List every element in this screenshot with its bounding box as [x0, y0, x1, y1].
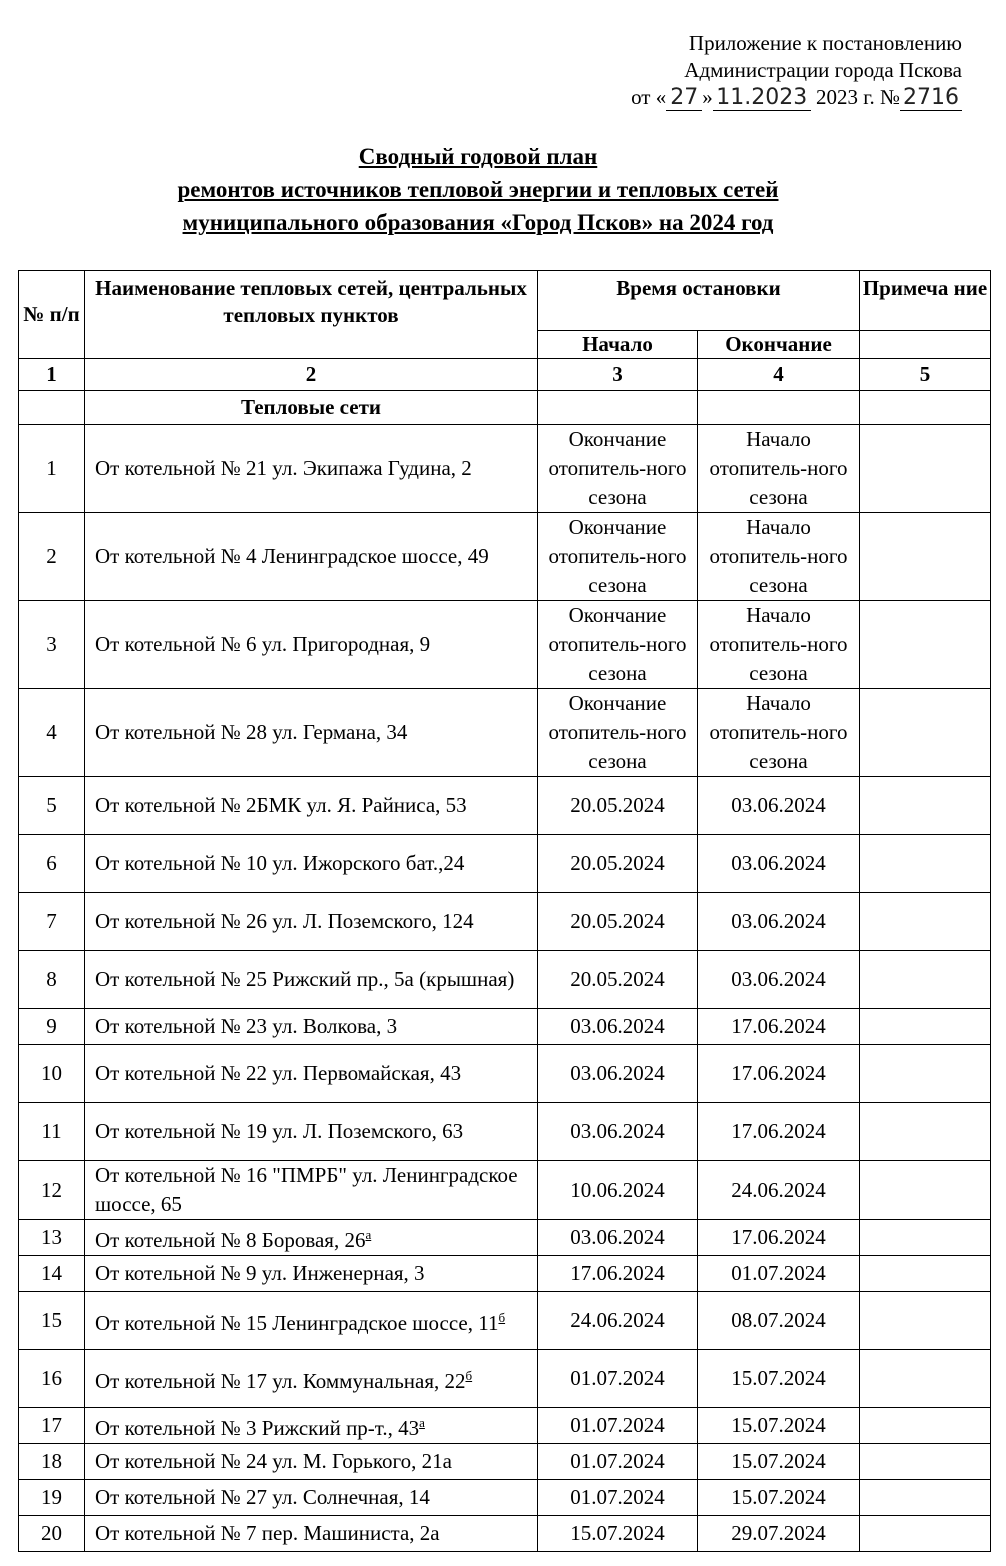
- row-end: 17.06.2024: [698, 1220, 860, 1256]
- row-number: 6: [19, 835, 85, 893]
- row-start: 20.05.2024: [538, 951, 698, 1009]
- table-row: [19, 425, 991, 513]
- row-note: [860, 1516, 991, 1552]
- row-number: 9: [19, 1009, 85, 1045]
- col-note-header: Примеча ние: [860, 271, 991, 331]
- footnote-mark: б: [498, 1310, 506, 1325]
- row-note: [860, 835, 991, 893]
- footnote-mark: б: [465, 1368, 473, 1383]
- row-start: 01.07.2024: [538, 1444, 698, 1480]
- row-end: 15.07.2024: [698, 1444, 860, 1480]
- row-start: 03.06.2024: [538, 1103, 698, 1161]
- col-index-5: 5: [860, 359, 991, 391]
- row-name: От котельной № 7 пер. Машиниста, 2а: [85, 1516, 538, 1552]
- row-end: 03.06.2024: [698, 777, 860, 835]
- table-row: [19, 1408, 991, 1444]
- row-end: 08.07.2024: [698, 1292, 860, 1350]
- appendix-header: [542, 30, 962, 111]
- row-name: От котельной № 25 Рижский пр., 5а (крышная): [85, 951, 538, 1009]
- section-label: Тепловые сети: [85, 391, 538, 425]
- row-number: 10: [19, 1045, 85, 1103]
- title-line-3: муниципального образования «Город Псков» на 2024 год: [182, 210, 774, 235]
- row-name: От котельной № 6 ул. Пригородная, 9: [85, 601, 538, 689]
- row-note: [860, 425, 991, 513]
- table-row: [19, 1444, 991, 1480]
- row-note: [860, 1220, 991, 1256]
- table-row: [19, 1480, 991, 1516]
- row-number: 13: [19, 1220, 85, 1256]
- table-row: [19, 689, 991, 777]
- row-note: [860, 893, 991, 951]
- footnote-mark: а: [365, 1227, 372, 1242]
- row-end: Начало отопитель-ного сезона: [698, 601, 860, 689]
- row-number: 15: [19, 1292, 85, 1350]
- row-end: 17.06.2024: [698, 1103, 860, 1161]
- row-name: От котельной № 9 ул. Инженерная, 3: [85, 1256, 538, 1292]
- row-note: [860, 777, 991, 835]
- row-name: От котельной № 2БМК ул. Я. Райниса, 53: [85, 777, 538, 835]
- row-number: 18: [19, 1444, 85, 1480]
- title-line-2: ремонтов источников тепловой энергии и тепловых сетей: [177, 177, 779, 202]
- row-end: 17.06.2024: [698, 1045, 860, 1103]
- row-start: 20.05.2024: [538, 893, 698, 951]
- row-start: 24.06.2024: [538, 1292, 698, 1350]
- row-end: 24.06.2024: [698, 1161, 860, 1220]
- row-start: 17.06.2024: [538, 1256, 698, 1292]
- row-note: [860, 951, 991, 1009]
- row-number: 11: [19, 1103, 85, 1161]
- row-start: 03.06.2024: [538, 1045, 698, 1103]
- row-start: Окончание отопитель-ного сезона: [538, 513, 698, 601]
- row-number: 7: [19, 893, 85, 951]
- row-number: 12: [19, 1161, 85, 1220]
- col-end-header: Окончание: [698, 331, 860, 359]
- row-number: 16: [19, 1350, 85, 1408]
- row-number: 3: [19, 601, 85, 689]
- row-start: Окончание отопитель-ного сезона: [538, 601, 698, 689]
- row-number: 1: [19, 425, 85, 513]
- row-start: 01.07.2024: [538, 1408, 698, 1444]
- handwritten-month: 11.2023: [713, 86, 811, 111]
- table-row: [19, 601, 991, 689]
- row-end: 15.07.2024: [698, 1408, 860, 1444]
- row-end: 15.07.2024: [698, 1350, 860, 1408]
- row-name: От котельной № 22 ул. Первомайская, 43: [85, 1045, 538, 1103]
- row-note: [860, 1256, 991, 1292]
- header-line-1: Приложение к постановлению: [688, 31, 962, 55]
- row-name: От котельной № 19 ул. Л. Поземского, 63: [85, 1103, 538, 1161]
- row-end: Начало отопитель-ного сезона: [698, 513, 860, 601]
- table-row: [19, 1292, 991, 1350]
- col-name-header: Наименование тепловых сетей, центральных тепловых пунктов: [85, 271, 538, 359]
- table-row: [19, 513, 991, 601]
- row-start: Окончание отопитель-ного сезона: [538, 425, 698, 513]
- table-row: [19, 1516, 991, 1552]
- row-name: От котельной № 21 ул. Экипажа Гудина, 2: [85, 425, 538, 513]
- row-note: [860, 1161, 991, 1220]
- row-number: 17: [19, 1408, 85, 1444]
- row-name: От котельной № 23 ул. Волкова, 3: [85, 1009, 538, 1045]
- col-index-4: 4: [698, 359, 860, 391]
- row-end: 03.06.2024: [698, 951, 860, 1009]
- row-start: 15.07.2024: [538, 1516, 698, 1552]
- row-note: [860, 1350, 991, 1408]
- col-start-header: Начало: [538, 331, 698, 359]
- row-start: 10.06.2024: [538, 1161, 698, 1220]
- title-line-1: Сводный годовой план: [358, 144, 598, 169]
- table-row: [19, 835, 991, 893]
- table-row: [19, 1045, 991, 1103]
- row-name: От котельной № 28 ул. Германа, 34: [85, 689, 538, 777]
- table-row: [19, 893, 991, 951]
- row-end: 17.06.2024: [698, 1009, 860, 1045]
- row-start: Окончание отопитель-ного сезона: [538, 689, 698, 777]
- row-start: 20.05.2024: [538, 835, 698, 893]
- table-row: [19, 1350, 991, 1408]
- header-line-2: Администрации города Пскова: [684, 58, 962, 82]
- row-end: Начало отопитель-ного сезона: [698, 425, 860, 513]
- col-index-1: 1: [19, 359, 85, 391]
- row-end: 29.07.2024: [698, 1516, 860, 1552]
- handwritten-day: 27: [666, 86, 702, 111]
- row-start: 20.05.2024: [538, 777, 698, 835]
- row-number: 4: [19, 689, 85, 777]
- row-note: [860, 1444, 991, 1480]
- row-end: Начало отопитель-ного сезона: [698, 689, 860, 777]
- row-number: 5: [19, 777, 85, 835]
- col-index-3: 3: [538, 359, 698, 391]
- row-number: 8: [19, 951, 85, 1009]
- footnote-mark: а: [419, 1415, 425, 1430]
- col-index-2: 2: [85, 359, 538, 391]
- header-line-3: от « 27 » 11.2023 2023 г. № 2716: [542, 84, 962, 111]
- row-name: От котельной № 16 "ПМРБ" ул. Ленинградское шоссе, 65: [85, 1161, 538, 1220]
- row-note: [860, 513, 991, 601]
- row-note: [860, 1480, 991, 1516]
- row-number: 20: [19, 1516, 85, 1552]
- row-end: 03.06.2024: [698, 835, 860, 893]
- row-number: 2: [19, 513, 85, 601]
- section-row: [19, 391, 991, 425]
- row-name: От котельной № 17 ул. Коммунальная, $22^б$: [85, 1350, 538, 1408]
- row-number: 14: [19, 1256, 85, 1292]
- row-name: От котельной № 24 ул. М. Горького, 21а: [85, 1444, 538, 1480]
- document-title: [0, 140, 956, 239]
- row-note: [860, 689, 991, 777]
- col-number-header: № п/п: [19, 271, 85, 359]
- row-name: От котельной № 15 Ленинградское шоссе, $11^б$: [85, 1292, 538, 1350]
- row-note: [860, 1009, 991, 1045]
- row-start: 01.07.2024: [538, 1480, 698, 1516]
- row-start: 03.06.2024: [538, 1009, 698, 1045]
- table-row: [19, 1161, 991, 1220]
- row-note: [860, 1408, 991, 1444]
- table-row: [19, 951, 991, 1009]
- row-note: [860, 1292, 991, 1350]
- row-end: 03.06.2024: [698, 893, 860, 951]
- row-end: 01.07.2024: [698, 1256, 860, 1292]
- table-row: [19, 1103, 991, 1161]
- row-name: От котельной № 3 Рижский пр-т., $43^а$: [85, 1408, 538, 1444]
- repair-plan-table: [18, 270, 991, 1552]
- row-note: [860, 1045, 991, 1103]
- handwritten-number: 2716: [900, 86, 962, 111]
- row-name: От котельной № 8 Боровая, $26^а$: [85, 1220, 538, 1256]
- row-start: 01.07.2024: [538, 1350, 698, 1408]
- row-name: От котельной № 10 ул. Ижорского бат.,24: [85, 835, 538, 893]
- table-row: [19, 1220, 991, 1256]
- row-note: [860, 1103, 991, 1161]
- row-name: От котельной № 4 Ленинградское шоссе, 49: [85, 513, 538, 601]
- table-row: [19, 1009, 991, 1045]
- col-stop-time-header: Время остановки: [538, 271, 860, 331]
- row-note: [860, 601, 991, 689]
- table-row: [19, 777, 991, 835]
- row-end: 15.07.2024: [698, 1480, 860, 1516]
- row-start: 03.06.2024: [538, 1220, 698, 1256]
- row-name: От котельной № 27 ул. Солнечная, 14: [85, 1480, 538, 1516]
- row-name: От котельной № 26 ул. Л. Поземского, 124: [85, 893, 538, 951]
- table-row: [19, 1256, 991, 1292]
- col-note-subheader: [860, 331, 991, 359]
- row-number: 19: [19, 1480, 85, 1516]
